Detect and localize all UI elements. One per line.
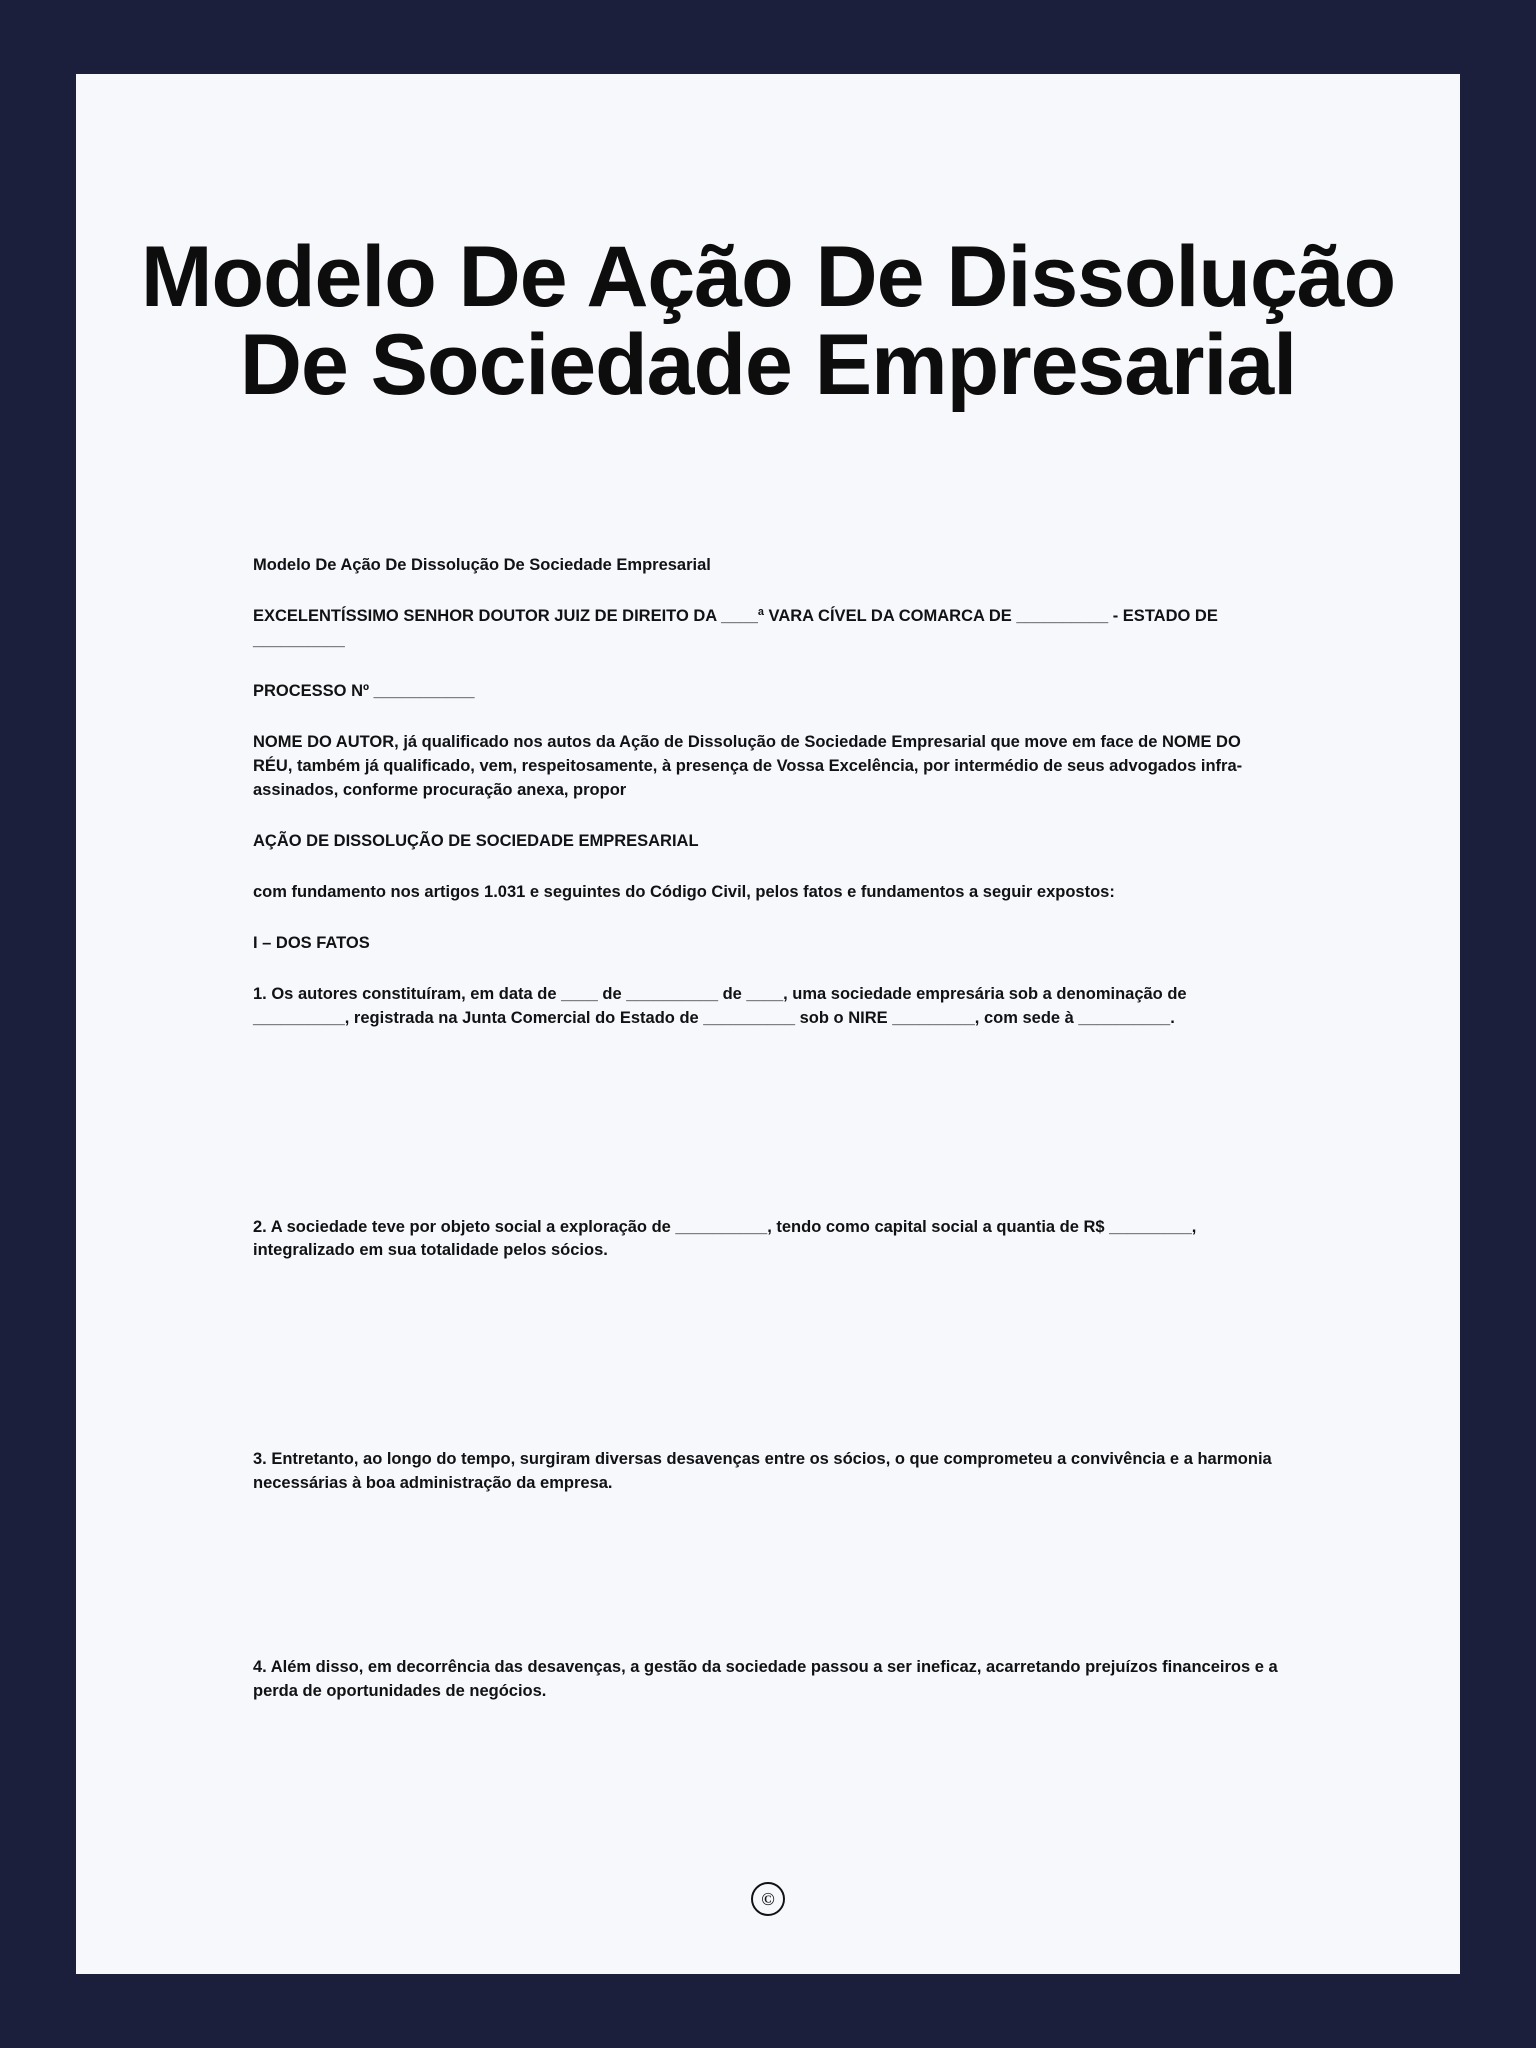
document-page	[76, 74, 1460, 1974]
paragraph-fact-4: 4. Além disso, em decorrência das desavenças, a gestão da sociedade passou a ser ineficaz, acarretando prejuízos financeiros e a perda de oportunidades de negócios.	[253, 1658, 1278, 1701]
document-body-wrapper	[76, 409, 1460, 1824]
paragraph-process-number: PROCESSO Nº ___________	[253, 682, 475, 701]
paragraph-action-title: AÇÃO DE DISSOLUÇÃO DE SOCIEDADE EMPRESARIAL	[253, 831, 699, 850]
paragraph-preamble: NOME DO AUTOR, já qualificado nos autos da Ação de Dissolução de Sociedade Empresarial que move em face de NOME DO RÉU, também já qualificado, vem, respeitosamente, à presença de Vossa Excelência, por intermédio de seus advogados infra-assinados, conforme procuração anexa, propor	[253, 733, 1243, 799]
paragraph-fact-1: 1. Os autores constituíram, em data de ____ de __________ de ____, uma sociedade empresária sob a denominação de __________, registrada na Junta Comercial do Estado de __________ sob o NIRE _________, com sede à __________.	[253, 984, 1187, 1027]
section-heading-facts: I – DOS FATOS	[253, 933, 370, 952]
copyright-icon: ©	[751, 1882, 785, 1916]
paragraph-legal-basis: com fundamento nos artigos 1.031 e seguintes do Código Civil, pelos fatos e fundamentos a seguir expostos:	[253, 882, 1115, 901]
paragraph-heading: Modelo De Ação De Dissolução De Sociedade Empresarial	[253, 556, 711, 575]
paragraph-fact-2: 2. A sociedade teve por objeto social a exploração de __________, tendo como capital social a quantia de R$ _________, integralizado em sua totalidade pelos sócios.	[253, 1217, 1197, 1260]
document-footer	[76, 1824, 1460, 1974]
page-title: Modelo De Ação De Dissolução De Sociedade Empresarial	[140, 229, 1396, 413]
paragraph-court-address: EXCELENTÍSSIMO SENHOR DOUTOR JUIZ DE DIREITO DA ____ª VARA CÍVEL DA COMARCA DE __________ - ESTADO DE __________	[253, 607, 1218, 650]
paragraph-fact-3: 3. Entretanto, ao longo do tempo, surgiram diversas desavenças entre os sócios, o que comprometeu a convivência e a harmonia necessárias à boa administração da empresa.	[253, 1450, 1272, 1493]
document-body	[253, 554, 1283, 1704]
